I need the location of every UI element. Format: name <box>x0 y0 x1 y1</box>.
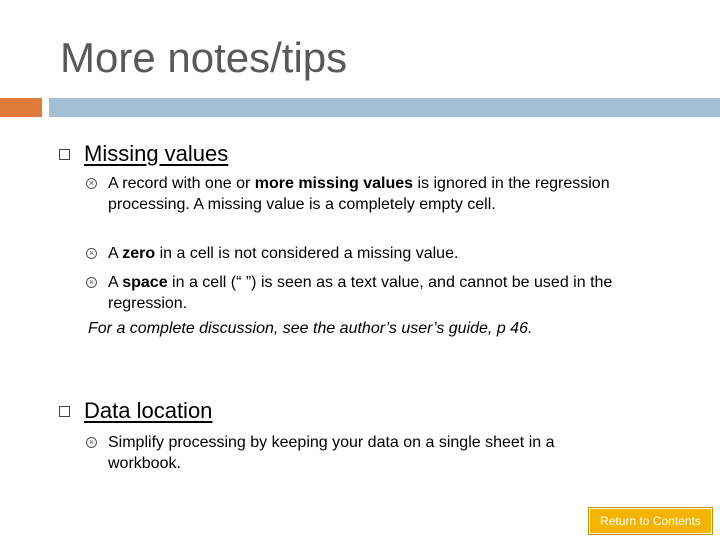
square-bullet-icon <box>59 149 70 160</box>
square-bullet-icon <box>59 406 70 417</box>
list-item <box>108 173 628 215</box>
page-title: More notes/tips <box>60 34 348 81</box>
item-text: A <box>108 245 123 262</box>
list-item <box>108 243 628 264</box>
item-text: in a cell is not considered a missing value. <box>155 245 459 262</box>
list-item <box>108 272 628 314</box>
item-text: Simplify processing by keeping your data on a single sheet in a workbook. <box>108 434 555 472</box>
circle-bullet-icon: × <box>86 437 97 448</box>
accent-bar-orange <box>0 98 42 117</box>
item-text: A <box>108 274 123 291</box>
section-heading: Data location <box>84 398 213 423</box>
item-text: A record with one or <box>108 175 255 192</box>
item-bold-text: more missing values <box>254 175 414 192</box>
accent-bar-blue <box>49 98 720 117</box>
circle-bullet-icon: × <box>86 277 97 288</box>
item-bold-text: space <box>122 274 168 291</box>
item-text: in a cell (“ ”) is seen as a text value, and cannot be used in the regression. <box>108 274 613 312</box>
item-text: is ignored in the regression processing. A missing value is a completely empty cell. <box>108 175 610 213</box>
circle-bullet-icon: × <box>86 178 97 189</box>
item-bold-text: zero <box>122 245 156 262</box>
circle-bullet-icon: × <box>86 248 97 259</box>
return-to-contents-button[interactable]: Return to Contents <box>589 508 712 534</box>
list-item <box>108 432 628 474</box>
section-heading: Missing values <box>84 141 229 166</box>
reference-note: For a complete discussion, see the author’s user’s guide, p 46. <box>88 320 533 337</box>
